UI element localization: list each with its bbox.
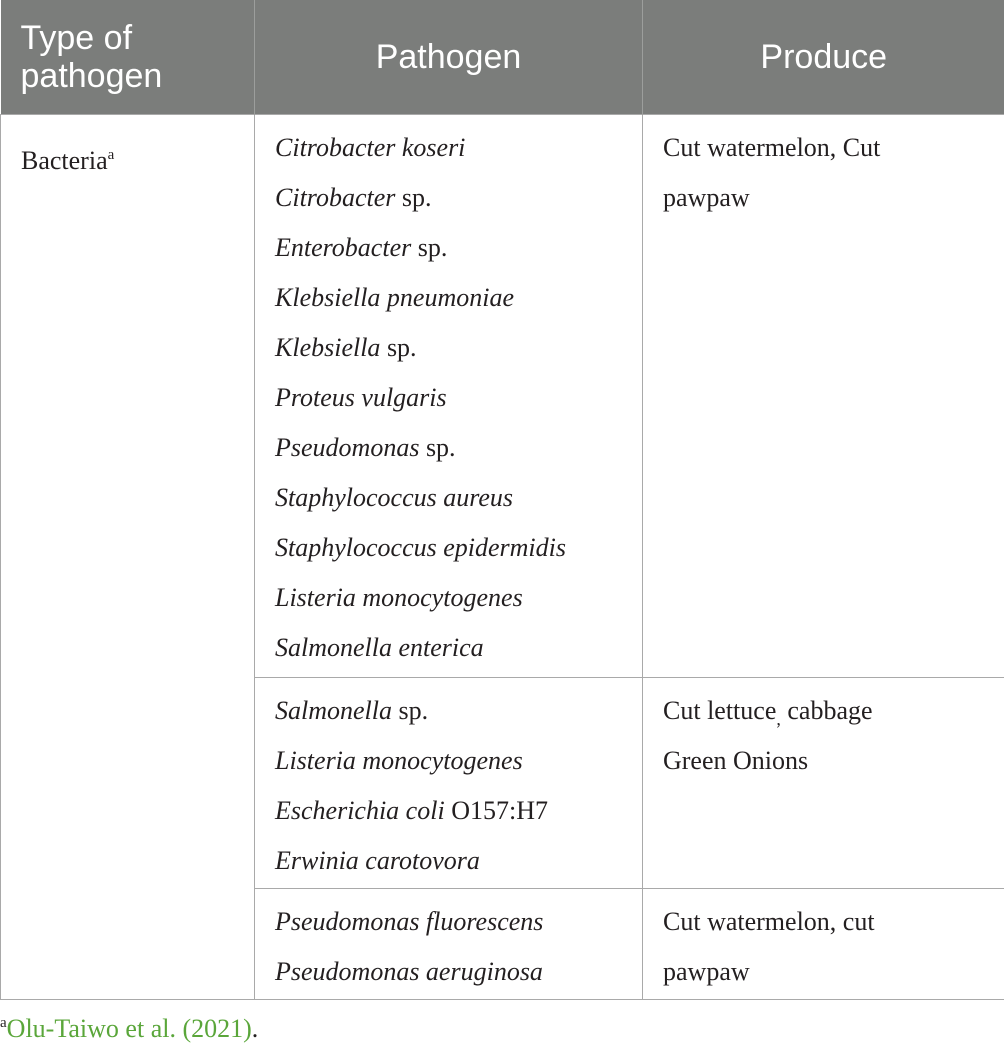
header-row: [1, 0, 1004, 114]
produce-cell-3: [643, 888, 1004, 999]
pathogen-item: Citrobacter koseri: [275, 132, 466, 162]
pathogen-item: Proteus vulgaris: [275, 382, 447, 412]
produce-cell-2: [643, 677, 1004, 888]
pathogen-item: Escherichia coli O157:H7: [275, 795, 548, 825]
pathogen-item: Staphylococcus aureus: [275, 482, 514, 512]
pathogen-item: Salmonella sp.: [275, 695, 429, 725]
footnote-marker: a: [0, 1015, 7, 1031]
pathogen-item: Klebsiella pneumoniae: [275, 282, 515, 312]
produce-line: Green Onions: [663, 745, 809, 775]
footnote-reference-link[interactable]: Olu-Taiwo et al. (2021): [6, 1014, 252, 1043]
type-superscript: a: [107, 146, 115, 163]
header-produce: Produce: [643, 0, 1004, 114]
pathogen-item: Pseudomonas sp.: [275, 432, 456, 462]
pathogen-list-3: [255, 888, 643, 999]
pathogen-item: Enterobacter sp.: [275, 232, 448, 262]
pathogen-item: Pseudomonas aeruginosa: [275, 956, 543, 986]
produce-line: Cut lettuce$_,$ cabbage: [663, 695, 873, 729]
pathogen-list-1: [255, 114, 643, 677]
produce-line: Cut watermelon, Cut: [663, 132, 881, 162]
footnote-end: .: [251, 1014, 259, 1043]
type-label: Bacteria: [21, 145, 108, 175]
table-footnote: [0, 1012, 258, 1046]
pathogen-item: Pseudomonas fluorescens: [275, 906, 544, 936]
produce-cell-1: [643, 114, 1004, 677]
pathogen-item: Staphylococcus epidermidis: [275, 532, 566, 562]
produce-line: Cut watermelon, cut: [663, 906, 875, 936]
produce-line: pawpaw: [663, 956, 750, 986]
table-row: [1, 114, 1004, 677]
header-type-line1: Type of: [20, 18, 133, 57]
header-pathogen: Pathogen: [255, 0, 643, 114]
header-type-of-pathogen: [1, 0, 255, 114]
pathogen-item: Listeria monocytogenes: [275, 745, 523, 775]
pathogen-list-2: [255, 677, 643, 888]
pathogen-item: Erwinia carotovora: [275, 845, 480, 875]
header-type-line2: pathogen: [20, 56, 163, 95]
pathogen-item: Salmonella enterica: [275, 632, 484, 662]
pathogen-item: Listeria monocytogenes: [275, 582, 523, 612]
type-cell-bacteria: [1, 114, 255, 999]
pathogen-item: Citrobacter sp.: [275, 182, 432, 212]
pathogen-item: Klebsiella sp.: [275, 332, 417, 362]
produce-line: pawpaw: [663, 182, 750, 212]
